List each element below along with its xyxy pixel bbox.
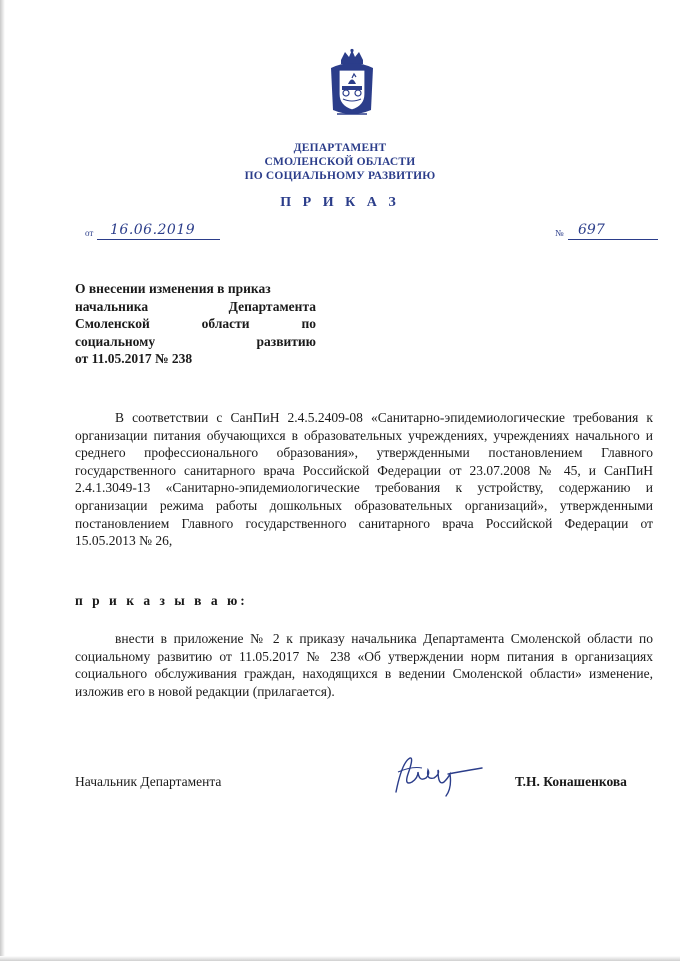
subject-line: О внесении изменения в приказ [75,281,271,296]
department-name-line-2: СМОЛЕНСКОЙ ОБЛАСТИ [264,156,416,168]
number-prefix: № [555,228,564,238]
number-underline [568,239,658,240]
coat-of-arms-icon [327,48,377,122]
order-paragraph: внести в приложение № 2 к приказу начальника Департамента Смоленской области по социальному развитию от 11.05.2017 № 238 «Об утверждении норм питания в организациях социального обслуживания граждан, находящихся в ведении Смоленской области» изменение, изложив его в новой редакции (прилагается). [75,631,653,699]
department-name-line-3: ПО СОЦИАЛЬНОМУ РАЗВИТИЮ [244,170,436,182]
subject-line: Смоленской области по [75,316,316,331]
order-subject [75,280,316,368]
signatory-name: Т.Н. Конашенкова [515,774,627,789]
subject-line: социальному развитию [75,333,316,349]
signatory-title: Начальник Департамента [75,774,222,789]
date-handwritten: 16.06.2019 [110,222,196,238]
date-prefix: от [85,228,94,238]
scan-edge-bottom [0,956,680,961]
date-underline [97,239,220,240]
document-type-title: П Р И К А З [280,195,400,210]
handwritten-signature [388,752,488,800]
number-handwritten: 697 [578,222,605,238]
subject-line: от 11.05.2017 № 238 [75,351,193,366]
subject-line: начальника Департамента [75,298,316,314]
department-name-line-1: ДЕПАРТАМЕНТ [293,142,387,154]
preamble-paragraph: В соответствии с СанПиН 2.4.5.2409-08 «Санитарно-эпидемиологические требования к организации питания обучающихся в образовательных учреждениях, учреждениях начального и среднего профессионального образования», утвержденными постановлением Главного государственного санитарного врача Российской Федерации от 23.07.2008 № 45, и СанПиН 2.4.1.3049-13 «Санитарно-эпидемиологические требования к устройству, содержанию и организации режима работы дошкольных образовательных организаций», утвержденными постановлением Главного государственного санитарного врача Российской Федерации от 15.05.2013 № 26, [75,410,653,549]
order-keyword: п р и к а з ы в а ю: [75,593,248,608]
